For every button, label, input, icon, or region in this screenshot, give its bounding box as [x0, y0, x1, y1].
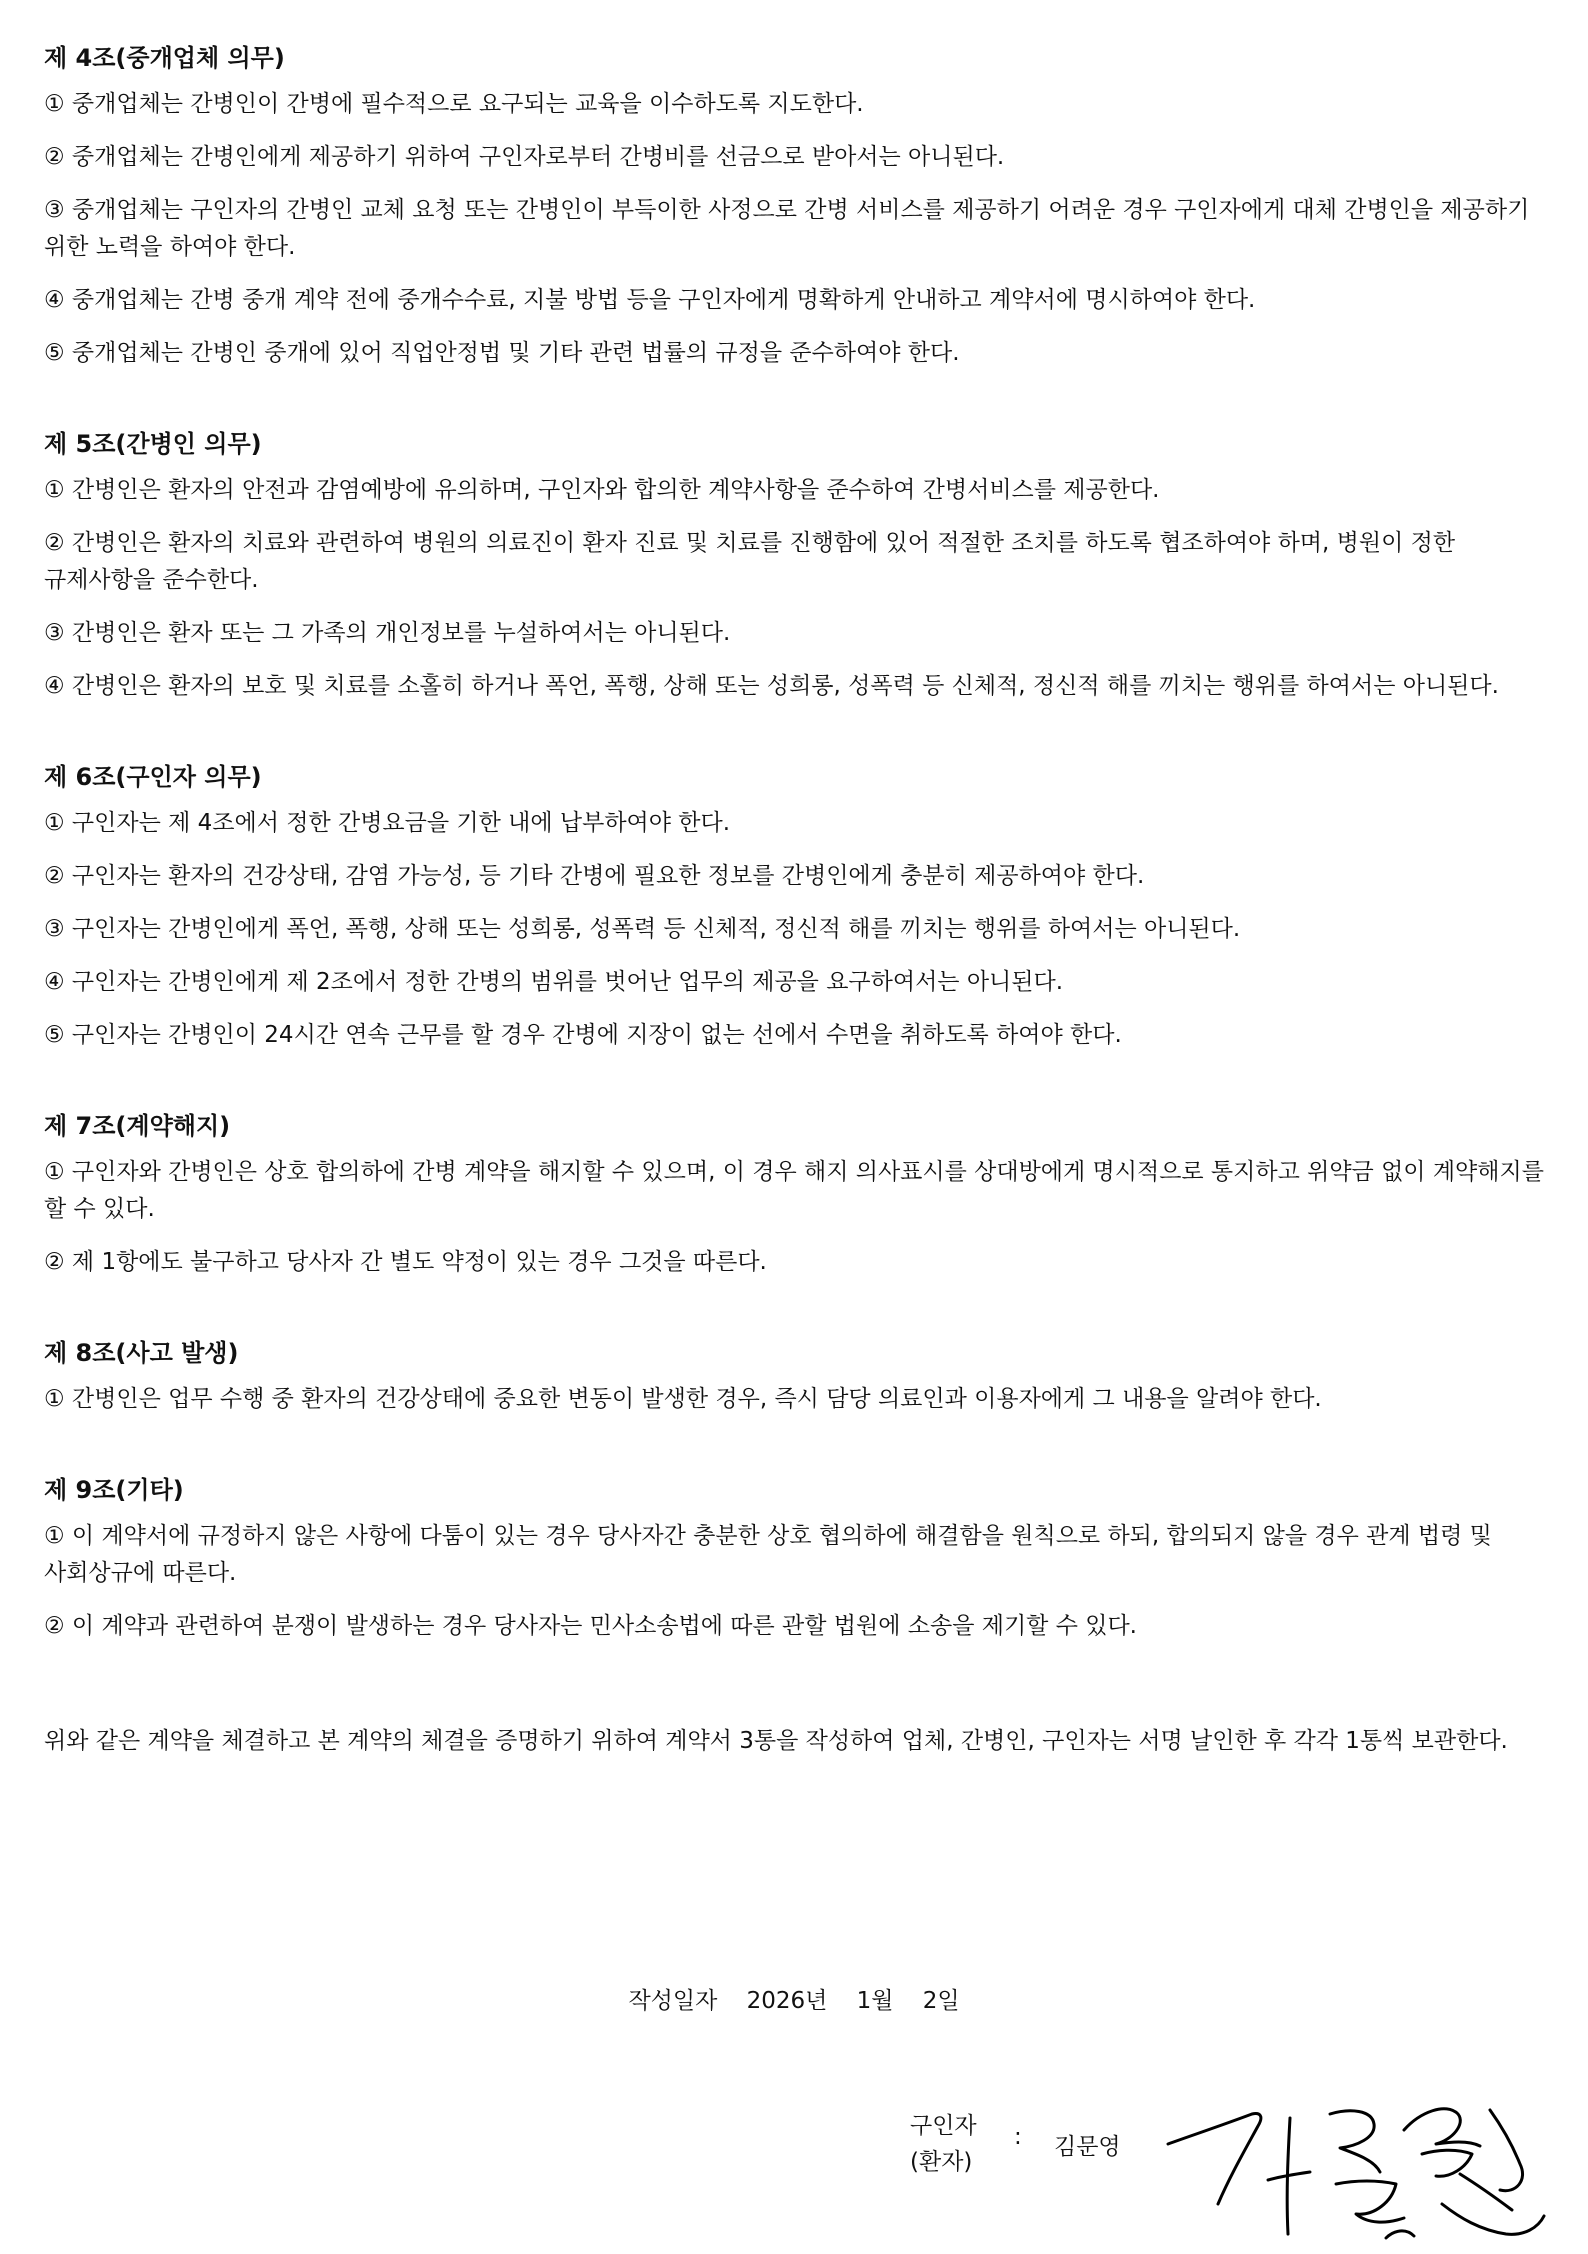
signer-colon: :: [1014, 2124, 1022, 2150]
signer-role-line1: 구인자: [910, 2113, 977, 2139]
article-title: 제 5조(간병인 의무): [44, 430, 262, 458]
closing-statement: 위와 같은 계약을 체결하고 본 계약의 체결을 증명하기 위하여 계약서 3통을 작성하여 업체, 간병인, 구인자는 서명 날인한 후 각각 1통씩 보관한다.: [44, 1728, 1508, 1754]
clause: ④ 구인자는 간병인에게 제 2조에서 정한 간병의 범위를 벗어난 업무의 제공을 요구하여서는 아니된다.: [44, 969, 1064, 995]
date-month: 1월: [856, 1988, 894, 2014]
article-8: [44, 1333, 1544, 1418]
article-title: 제 9조(기타): [44, 1476, 184, 1504]
clause: ② 제 1항에도 불구하고 당사자 간 별도 약정이 있는 경우 그것을 따른다.: [44, 1249, 767, 1275]
clause: ④ 중개업체는 간병 중개 계약 전에 중개수수료, 지불 방법 등을 구인자에게 명확하게 안내하고 계약서에 명시하여야 한다.: [44, 287, 1256, 313]
article-5: [44, 424, 1544, 705]
clause: ① 간병인은 업무 수행 중 환자의 건강상태에 중요한 변동이 발생한 경우, 즉시 담당 의료인과 이용자에게 그 내용을 알려야 한다.: [44, 1386, 1322, 1412]
date-label: 작성일자: [628, 1988, 718, 2014]
article-9: [44, 1470, 1544, 1645]
clause: ① 간병인은 환자의 안전과 감염예방에 유의하며, 구인자와 합의한 계약사항을 준수하여 간병서비스를 제공한다.: [44, 477, 1160, 503]
clause: ② 이 계약과 관련하여 분쟁이 발생하는 경우 당사자는 민사소송법에 따른 관할 법원에 소송을 제기할 수 있다.: [44, 1613, 1137, 1639]
signer-role-line2: (환자): [910, 2149, 973, 2175]
date-day: 2일: [922, 1988, 960, 2014]
article-title: 제 8조(사고 발생): [44, 1339, 239, 1367]
clause: ⑤ 중개업체는 간병인 중개에 있어 직업안정법 및 기타 관련 법률의 규정을 준수하여야 한다.: [44, 340, 960, 366]
clause: ③ 중개업체는 구인자의 간병인 교체 요청 또는 간병인이 부득이한 사정으로 간병 서비스를 제공하기 어려운 경우 구인자에게 대체 간병인을 제공하기 위한 노력을 하여야 한다.: [44, 197, 1530, 260]
clause: ② 구인자는 환자의 건강상태, 감염 가능성, 등 기타 간병에 필요한 정보를 간병인에게 충분히 제공하여야 한다.: [44, 863, 1145, 889]
article-6: [44, 757, 1544, 1054]
date-year: 2026년: [746, 1988, 828, 2014]
clause: ① 구인자는 제 4조에서 정한 간병요금을 기한 내에 납부하여야 한다.: [44, 810, 731, 836]
article-7: [44, 1106, 1544, 1281]
clause: ② 중개업체는 간병인에게 제공하기 위하여 구인자로부터 간병비를 선금으로 받아서는 아니된다.: [44, 144, 1005, 170]
clause: ④ 간병인은 환자의 보호 및 치료를 소홀히 하거나 폭언, 폭행, 상해 또는 성희롱, 성폭력 등 신체적, 정신적 해를 끼치는 행위를 하여서는 아니된다.: [44, 673, 1499, 699]
clause: ① 이 계약서에 규정하지 않은 사항에 다툼이 있는 경우 당사자간 충분한 상호 협의하에 해결함을 원칙으로 하되, 합의되지 않을 경우 관계 법령 및 사회상규에 따른다.: [44, 1523, 1492, 1586]
contract-body: [44, 38, 1544, 1760]
article-title: 제 7조(계약해지): [44, 1112, 231, 1140]
article-4: [44, 38, 1544, 372]
clause: ① 중개업체는 간병인이 간병에 필수적으로 요구되는 교육을 이수하도록 지도한다.: [44, 91, 864, 117]
signature-block: [910, 2108, 1550, 2228]
signer-name: 김문영: [1054, 2134, 1121, 2160]
article-title: 제 4조(중개업체 의무): [44, 44, 285, 72]
article-title: 제 6조(구인자 의무): [44, 763, 262, 791]
clause: ① 구인자와 간병인은 상호 합의하에 간병 계약을 해지할 수 있으며, 이 경우 해지 의사표시를 상대방에게 명시적으로 통지하고 위약금 없이 계약해지를 할 수 있다.: [44, 1159, 1544, 1222]
signer-role: [910, 2108, 977, 2180]
handwritten-signature-icon: [1160, 2084, 1550, 2254]
clause: ③ 구인자는 간병인에게 폭언, 폭행, 상해 또는 성희롱, 성폭력 등 신체적, 정신적 해를 끼치는 행위를 하여서는 아니된다.: [44, 916, 1241, 942]
clause: ② 간병인은 환자의 치료와 관련하여 병원의 의료진이 환자 진료 및 치료를 진행함에 있어 적절한 조치를 하도록 협조하여야 하며, 병원이 정한 규제사항을 준수한다.: [44, 530, 1456, 593]
date-line: [0, 1982, 1588, 2015]
clause: ⑤ 구인자는 간병인이 24시간 연속 근무를 할 경우 간병에 지장이 없는 선에서 수면을 취하도록 하여야 한다.: [44, 1022, 1122, 1048]
clause: ③ 간병인은 환자 또는 그 가족의 개인정보를 누설하여서는 아니된다.: [44, 620, 731, 646]
